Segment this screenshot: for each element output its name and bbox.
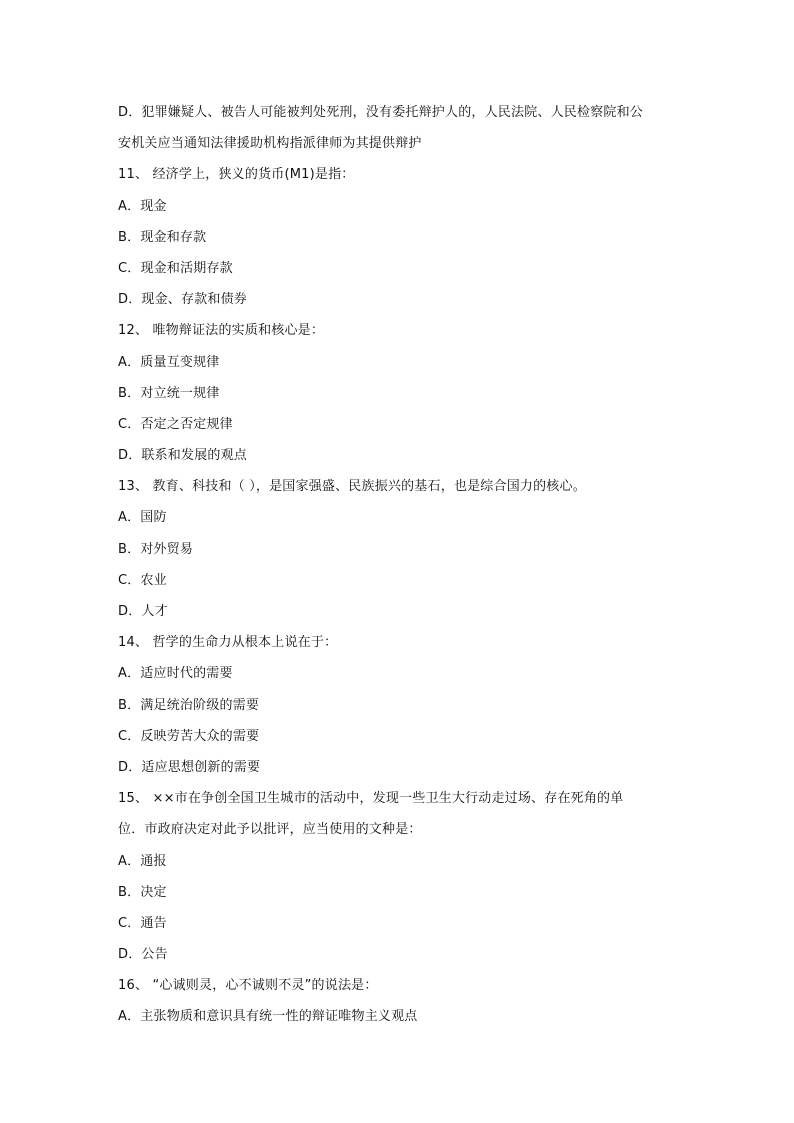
question-14-option-d: D．适应思想创新的需要 <box>118 759 261 775</box>
question-13: 13、 教育、科技和（ ），是国家强盛、民族振兴的基石，也是综合国力的核心。 <box>118 479 586 495</box>
question-15-option-d: D．公告 <box>118 947 168 963</box>
question-13-option-b: B．对外贸易 <box>118 541 194 557</box>
question-13-option-a: A．国防 <box>118 510 167 526</box>
question-11-option-d: D．现金、存款和债券 <box>118 292 248 308</box>
question-15-continued: 位．市政府决定对此予以批评，应当使用的文种是： <box>118 822 422 838</box>
question-14: 14、 哲学的生命力从根本上说在于： <box>118 635 338 651</box>
question-12-option-a: A．质量互变规律 <box>118 354 220 370</box>
question-16-option-a: A．主张物质和意识具有统一性的辩证唯物主义观点 <box>118 1009 418 1025</box>
question-12-option-d: D．联系和发展的观点 <box>118 448 248 464</box>
question-12-option-b: B．对立统一规律 <box>118 385 220 401</box>
question-15-option-c: C．通告 <box>118 915 167 931</box>
question-11-option-b: B．现金和存款 <box>118 229 207 245</box>
question-11-option-c: C．现金和活期存款 <box>118 260 233 276</box>
question-11-option-a: A．现金 <box>118 198 167 214</box>
question-12: 12、 唯物辩证法的实质和核心是： <box>118 323 325 339</box>
question-15: 15、 ××市在争创全国卫生城市的活动中，发现一些卫生大行动走过场、存在死角的单 <box>118 791 624 807</box>
option-text: D．犯罪嫌疑人、被告人可能被判处死刑，没有委托辩护人的，人民法院、人民检察院和公 <box>118 105 644 120</box>
document-body <box>118 97 678 1033</box>
question-11: 11、 经济学上，狭义的货币(M1)是指： <box>118 167 355 183</box>
option-text-continued: 安机关应当通知法律援助机构指派律师为其提供辩护 <box>118 136 422 152</box>
question-15-option-b: B．决定 <box>118 884 167 900</box>
question-14-option-c: C．反映劳苦大众的需要 <box>118 728 260 744</box>
question-13-option-c: C．农业 <box>118 572 167 588</box>
question-13-option-d: D．人才 <box>118 604 168 619</box>
question-15-option-a: A．通报 <box>118 853 167 869</box>
question-14-option-b: B．满足统治阶级的需要 <box>118 697 260 713</box>
question-16: 16、 “心诚则灵，心不诚则不灵”的说法是： <box>118 978 378 994</box>
question-12-option-c: C．否定之否定规律 <box>118 416 233 432</box>
question-14-option-a: A．适应时代的需要 <box>118 666 233 682</box>
